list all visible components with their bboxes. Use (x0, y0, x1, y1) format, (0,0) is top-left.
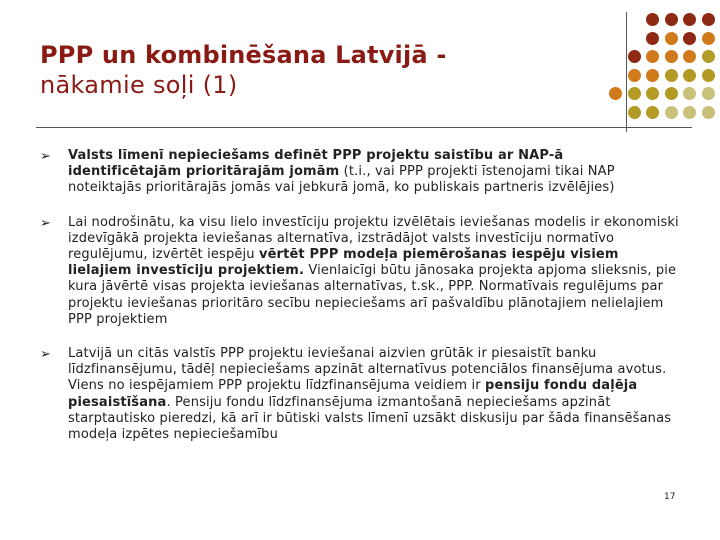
decorative-dot (683, 106, 696, 119)
decorative-dot (683, 32, 696, 45)
decorative-dot (702, 87, 715, 100)
bullet-text-bold: pensiju fondu daļēja piesaistīšana (68, 378, 638, 410)
decorative-dot (665, 69, 678, 82)
slide-title-line2: nākamie soļi (1) (40, 71, 238, 99)
decorative-dot (665, 13, 678, 26)
decorative-dot (646, 13, 659, 26)
decorative-dot (665, 50, 678, 63)
slide-title-line1: PPP un kombinēšana Latvijā - (40, 41, 447, 69)
bullet-item (40, 346, 680, 443)
decorative-dot (646, 50, 659, 63)
decorative-dot (702, 32, 715, 45)
page-number: 17 (664, 492, 676, 502)
decorative-dot (628, 69, 641, 82)
bullet-text-bold: Valsts līmenī nepieciešams definēt PPP projektu saistību ar NAP-ā identificētajām prioritārajām jomām (68, 148, 564, 180)
decorative-dot (628, 87, 641, 100)
bullet-text (68, 215, 680, 328)
bullet-text-bold: vērtēt PPP modeļa piemērošanas iespēju visiem lielajiem investīciju projektiem. (68, 247, 619, 279)
decorative-dot (702, 13, 715, 26)
decorative-dot (702, 106, 715, 119)
bullet-list (40, 148, 680, 461)
decorative-dot (646, 106, 659, 119)
decorative-dot (683, 87, 696, 100)
decorative-dot (665, 87, 678, 100)
bullet-item (40, 148, 680, 197)
bullet-text-run: Vienlaicīgi būtu jānosaka projekta apjoma slieksnis, pie kura jāvērtē visas projekta ieviešanas alternatīvas, t.sk., PPP. Normatīvais regulējums par projektu ieviešanas prioritāro secību nepieciešams arī pašvaldību plānotajiem nelielajiem PPP projektiem (68, 263, 677, 327)
decorative-dot (628, 106, 641, 119)
decorative-dot (646, 87, 659, 100)
slide-title (40, 40, 560, 100)
decorative-dot (702, 69, 715, 82)
decorative-dot (683, 13, 696, 26)
bullet-arrow-icon: ➢ (40, 347, 51, 363)
bullet-arrow-icon: ➢ (40, 215, 51, 231)
decorative-dot (628, 50, 641, 63)
decorative-dot (702, 50, 715, 63)
decorative-dot (609, 87, 622, 100)
title-divider-vertical (626, 12, 627, 132)
title-divider-horizontal (36, 127, 692, 128)
decorative-dot (683, 69, 696, 82)
bullet-arrow-icon: ➢ (40, 149, 51, 164)
bullet-text-run: Lai nodrošinātu, ka visu lielo investīciju projektu izvēlētais ieviešanas modelis ir ekonomiski izdevīgākā projekta ieviešanas alternatīva, izstrādājot valsts investīciju normatīvo regulējumu, izvērtēt iespēju (68, 214, 679, 263)
decorative-dot (665, 106, 678, 119)
decorative-dot (665, 32, 678, 45)
bullet-item (40, 215, 680, 328)
decorative-dot (683, 50, 696, 63)
decorative-dot (646, 32, 659, 45)
bullet-text-run: Latvijā un citās valstīs PPP projektu ieviešanai aizvien grūtāk ir piesaistīt banku līdzfinansējumu, tādēļ nepieciešams apzināt alternatīvus potenciālos finansējuma avotus. Viens no iespējamiem PPP projektu līdzfinansējuma veidiem ir (68, 346, 667, 394)
bullet-text (68, 346, 680, 443)
bullet-text-run: . Pensiju fondu līdzfinansējuma izmantošanā nepieciešams apzināt starptautisko pieredzi, kā arī ir būtiski valsts līmenī uzsākt diskusiju par šāda finansēšanas modeļa izpētes nepieciešamību (68, 394, 672, 443)
decorative-dot (646, 69, 659, 82)
bullet-text (68, 148, 680, 197)
bullet-text-run: (t.i., vai PPP projekti īstenojami tikai NAP noteiktajās prioritārajās jomās vai jebkurā jomā, ko publiskais partneris izvēlējies) (68, 164, 615, 196)
